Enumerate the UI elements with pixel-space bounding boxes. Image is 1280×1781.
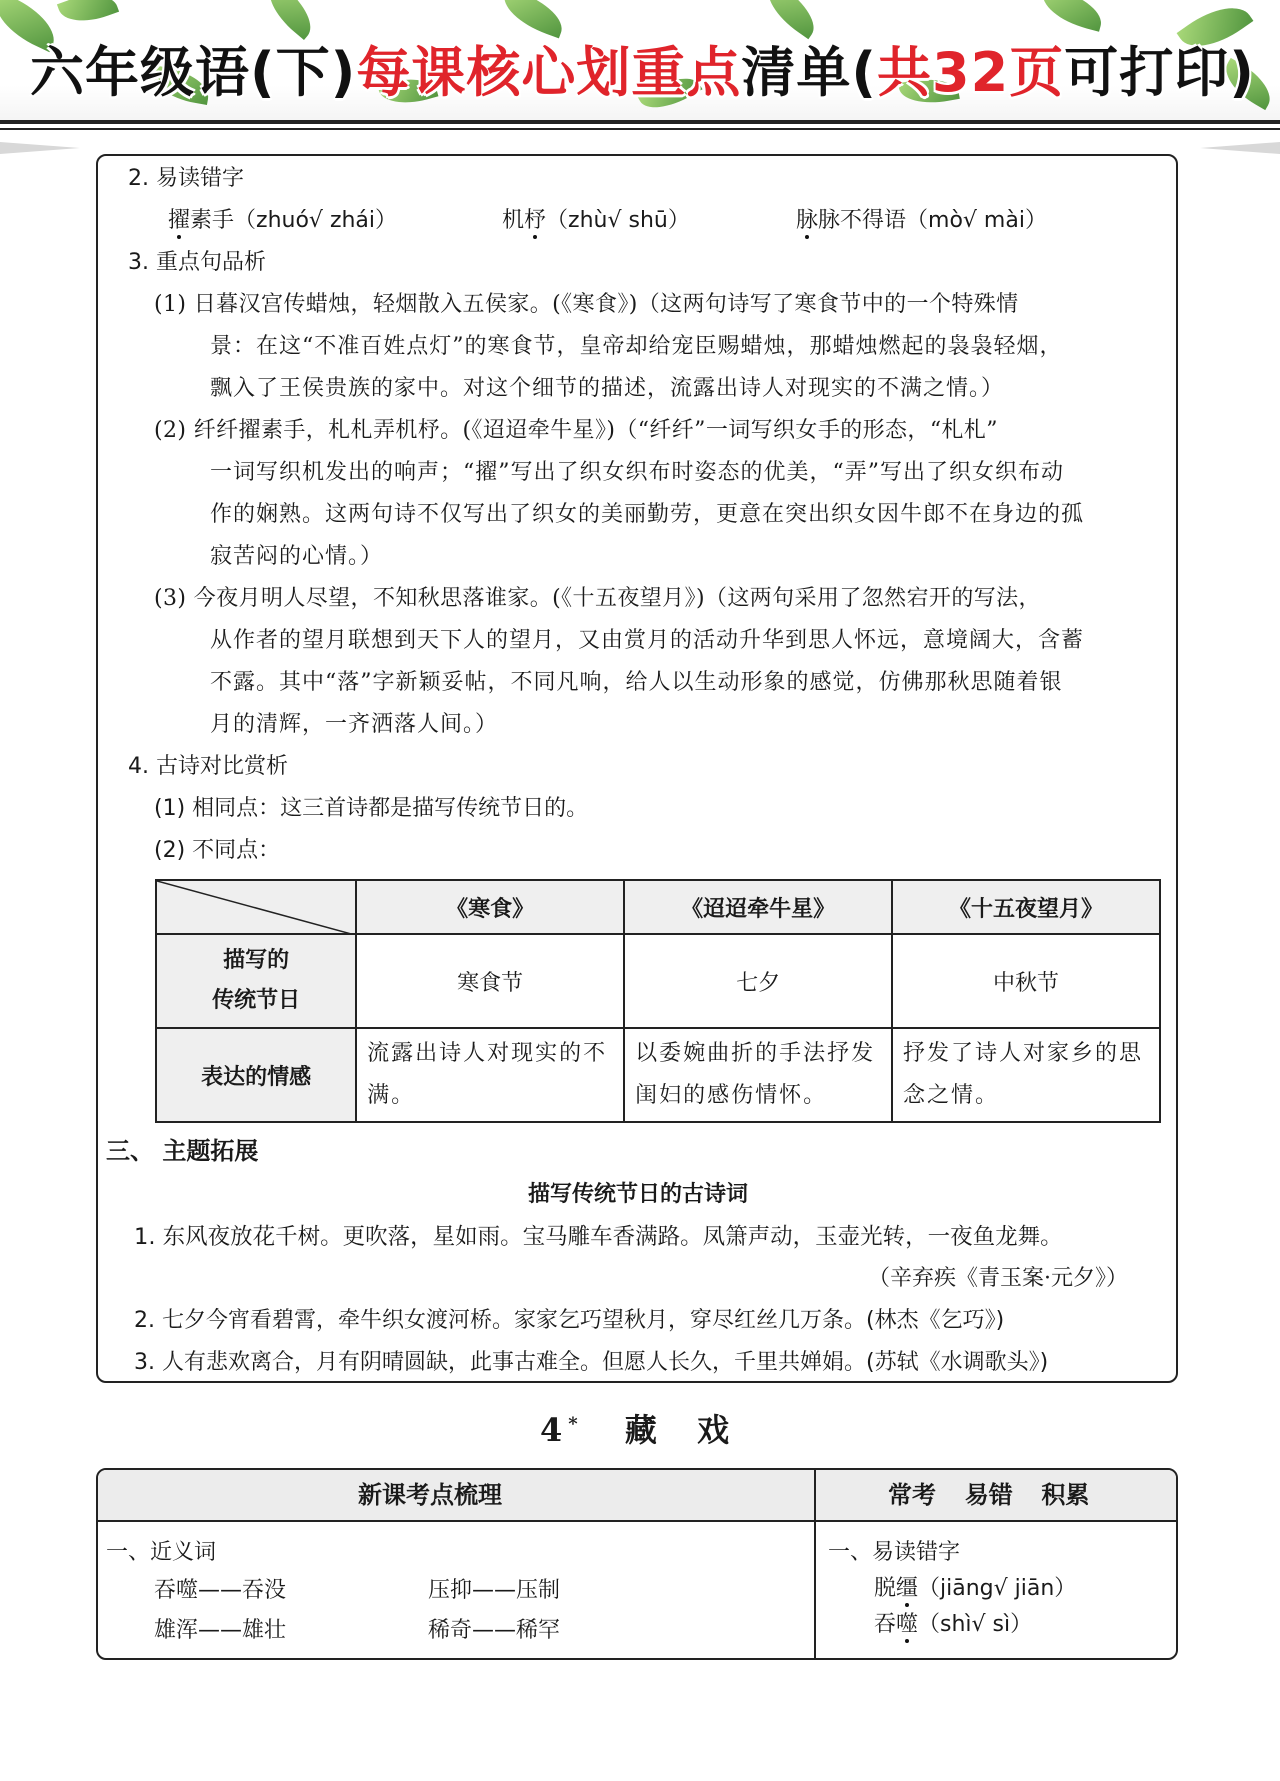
table-cell: 以委婉曲折的手法抒发闺妇的感伤情怀。 bbox=[624, 1028, 892, 1122]
chapter-number: 4 bbox=[540, 1411, 569, 1449]
section-heading-key-sentences: 3. 重点句品析 bbox=[128, 250, 266, 275]
decor-arrow bbox=[0, 142, 80, 154]
table-corner-cell bbox=[156, 880, 356, 934]
analysis-line: 寂苦闷的心情。） bbox=[210, 544, 384, 569]
dotted-char: 噬 bbox=[896, 1612, 919, 1637]
dotted-char: 缰 bbox=[896, 1576, 919, 1601]
table-cell: 中秋节 bbox=[892, 934, 1160, 1028]
pinyin: （zhuó√ zhái） bbox=[234, 208, 398, 233]
analysis-line: 作的娴熟。这两句诗不仅写出了织女的美丽勤劳，更意在突出织女因牛郎不在身边的孤 bbox=[210, 502, 1085, 527]
analysis-line: (3) 今夜月明人尽望，不知秋思落谁家。(《十五夜望月》)（这两句采用了忽然宕开的写法， bbox=[154, 586, 1041, 611]
pinyin: （mò√ mài） bbox=[906, 208, 1047, 233]
analysis-line: 从作者的望月联想到天下人的望月，又由赏月的活动升华到思人怀远，意境阔大，含蓄 bbox=[210, 628, 1085, 653]
row-label-line: 传统节日 bbox=[212, 988, 301, 1013]
word: 素手 bbox=[190, 208, 235, 233]
table-cell: 抒发了诗人对家乡的思念之情。 bbox=[892, 1028, 1160, 1122]
misread-item bbox=[874, 1610, 1032, 1640]
analysis-line: 景：在这“不准百姓点灯”的寒食节，皇帝却给宠臣赐蜡烛，那蜡烛燃起的袅袅轻烟， bbox=[210, 334, 1063, 359]
theme-subtitle: 描写传统节日的古诗词 bbox=[528, 1182, 749, 1207]
misread-item bbox=[502, 206, 690, 236]
comparison-table bbox=[155, 879, 1161, 1123]
content-box-lower bbox=[96, 1468, 1178, 1660]
dotted-char: 擢 bbox=[168, 208, 191, 233]
table-header: 《寒食》 bbox=[356, 880, 624, 934]
pinyin: （shì√ sì） bbox=[918, 1612, 1033, 1637]
comparison-point: (2) 不同点： bbox=[154, 838, 281, 863]
header-banner bbox=[0, 0, 1280, 122]
pinyin: （zhù√ shū） bbox=[546, 208, 690, 233]
synonym-heading: 一、近义词 bbox=[106, 1540, 217, 1565]
analysis-line: 一词写织机发出的响声；“擢”写出了织女织布时姿态的优美，“弄”写出了织女织布动 bbox=[210, 460, 1064, 485]
title-part: 清单( bbox=[741, 41, 878, 104]
misread-item bbox=[168, 206, 397, 236]
word: 机 bbox=[502, 208, 525, 233]
analysis-line: 月的清辉，一齐洒落人间。） bbox=[210, 712, 499, 737]
word: 吞 bbox=[874, 1612, 897, 1637]
misread-item bbox=[874, 1574, 1076, 1604]
synonym-pair: 稀奇——稀罕 bbox=[428, 1618, 561, 1643]
page-title bbox=[30, 30, 1255, 107]
analysis-line: 飘入了王侯贵族的家中。对这个细节的描述，流露出诗人对现实的不满之情。） bbox=[210, 376, 1005, 401]
chapter-name: 藏 戏 bbox=[624, 1411, 736, 1449]
poem-source: （辛弃疾《青玉案·元夕》） bbox=[868, 1266, 1128, 1291]
decor-arrow bbox=[1200, 142, 1280, 154]
poem-line: 2. 七夕今宵看碧霄，牵牛织女渡河桥。家家乞巧望秋月，穿尽红丝几万条。(林杰《乞巧》) bbox=[134, 1308, 1005, 1333]
row-label: 表达的情感 bbox=[156, 1028, 356, 1122]
leaf-decoration bbox=[57, 0, 119, 31]
word: 脉不得语 bbox=[818, 208, 907, 233]
table-header: 《迢迢牵牛星》 bbox=[624, 880, 892, 934]
chapter-title bbox=[540, 1405, 735, 1451]
section-heading-misread: 2. 易读错字 bbox=[128, 166, 244, 191]
synonym-pair: 雄浑——雄壮 bbox=[154, 1618, 287, 1643]
table-header: 《十五夜望月》 bbox=[892, 880, 1160, 934]
pinyin: （jiāng√ jiān） bbox=[918, 1576, 1077, 1601]
header-rule bbox=[0, 128, 1280, 130]
header-rule bbox=[0, 120, 1280, 124]
section-heading-theme: 三、 主题拓展 bbox=[106, 1137, 259, 1165]
row-label bbox=[156, 934, 356, 1028]
poem-line: 1. 东风夜放花千树。更吹落，星如雨。宝马雕车香满路。凤箫声动，玉壶光转，一夜鱼龙舞。 bbox=[134, 1224, 1063, 1250]
title-part: 六年级语(下) bbox=[30, 41, 357, 104]
misread-item bbox=[796, 206, 1047, 236]
dotted-char: 杼 bbox=[524, 208, 547, 233]
analysis-line: (2) 纤纤擢素手，札札弄机杼。(《迢迢牵牛星》)（“纤纤”一词写织女手的形态，“札札” bbox=[154, 418, 998, 443]
section-heading-comparison: 4. 古诗对比赏析 bbox=[128, 754, 288, 779]
box-head-right: 常考 易错 积累 bbox=[888, 1481, 1090, 1509]
synonym-pair: 吞噬——吞没 bbox=[154, 1578, 287, 1603]
analysis-line: (1) 日暮汉宫传蜡烛，轻烟散入五侯家。(《寒食》)（这两句诗写了寒食节中的一个特殊情 bbox=[154, 292, 1019, 317]
table-cell: 七夕 bbox=[624, 934, 892, 1028]
chapter-star: * bbox=[568, 1413, 584, 1435]
table-cell: 流露出诗人对现实的不满。 bbox=[356, 1028, 624, 1122]
dotted-char: 脉 bbox=[796, 208, 819, 233]
title-part: 共32页 bbox=[877, 41, 1065, 104]
box-head-left: 新课考点梳理 bbox=[358, 1481, 502, 1509]
analysis-line: 不露。其中“落”字新颖妥帖，不同凡响，给人以生动形象的感觉，仿佛那秋思随着银 bbox=[210, 670, 1063, 695]
comparison-point: (1) 相同点：这三首诗都是描写传统节日的。 bbox=[154, 796, 589, 821]
misread-heading-lower: 一、易读错字 bbox=[828, 1540, 961, 1565]
diagonal-line bbox=[157, 881, 355, 935]
word: 脱 bbox=[874, 1576, 897, 1601]
title-part: 可打印) bbox=[1064, 41, 1255, 104]
box-divider bbox=[814, 1470, 816, 1658]
synonym-pair: 压抑——压制 bbox=[428, 1578, 561, 1603]
row-label-line: 描写的 bbox=[223, 948, 290, 973]
table-cell: 寒食节 bbox=[356, 934, 624, 1028]
title-part: 每课核心划重点 bbox=[356, 41, 742, 104]
poem-line: 3. 人有悲欢离合，月有阴晴圆缺，此事古难全。但愿人长久，千里共婵娟。(苏轼《水调歌头》) bbox=[134, 1350, 1049, 1375]
leaf-decoration bbox=[1037, 0, 1107, 32]
